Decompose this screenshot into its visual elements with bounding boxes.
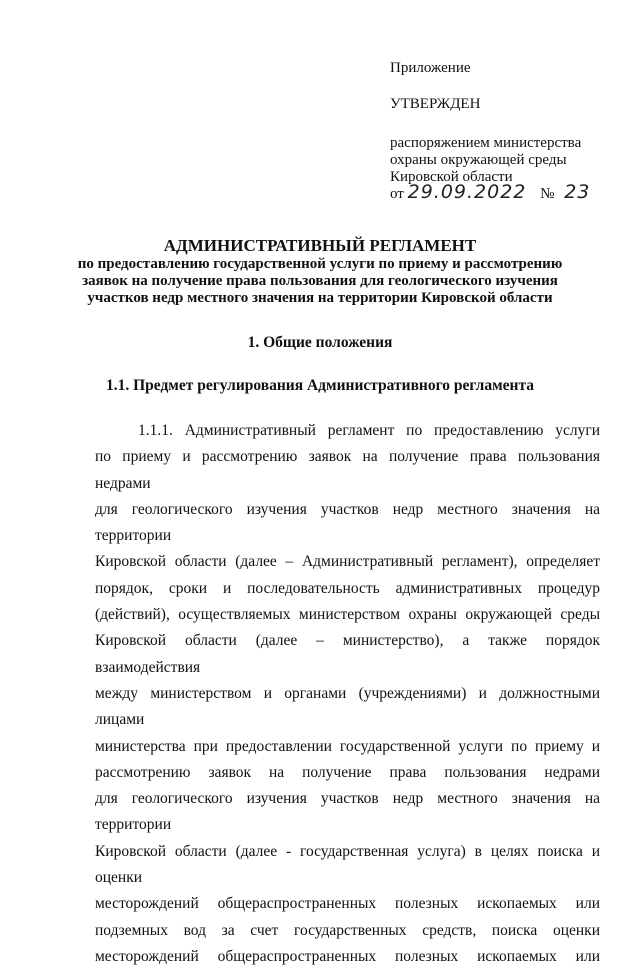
org-line-1: охраны окружающей среды: [390, 152, 567, 168]
approved-label: УТВЕРЖДЕН: [390, 96, 481, 112]
body-line: Кировской области (далее - государственная услуга) в целях поиска и оценки: [95, 842, 600, 887]
section-heading-1: 1. Общие положения: [247, 334, 393, 351]
body-line: министерства при предоставлении государственной услуги по приему и: [95, 737, 601, 755]
body-line: для геологического изучения участков недр местного значения на территории: [95, 790, 601, 834]
body-line: порядок, сроки и последовательность административных процедур: [95, 579, 601, 597]
title-main: АДМИНИСТРАТИВНЫЙ РЕГЛАМЕНТ: [163, 236, 477, 255]
handwritten-number: 23: [564, 181, 591, 203]
body-line: между министерством и органами (учреждениями) и должностными лицами: [95, 684, 601, 729]
handwritten-date: 29.09.2022: [407, 181, 527, 203]
body-line: для геологического изучения участков недр местного значения на территории: [95, 500, 601, 545]
number-sign: №: [540, 186, 555, 202]
body-line: месторождений общераспространенных полезных ископаемых или: [95, 947, 600, 965]
body-line: месторождений общераспространенных полезных ископаемых или: [95, 895, 600, 913]
title-sub-line: участков недр местного значения на территории Кировской области: [87, 290, 553, 306]
order-line: распоряжением министерства: [390, 135, 582, 151]
section-heading-1-1: 1.1. Предмет регулирования Административного регламента: [105, 377, 535, 394]
document-title: [0, 236, 640, 307]
from-label: от: [390, 186, 404, 202]
appendix-label: Приложение: [390, 60, 471, 76]
body-line: 1.1.1. Административный регламент по предоставлению услуги: [138, 422, 600, 439]
date-number-line: [390, 181, 591, 203]
body-line: подземных вод за счет государственных средств, поиска оценки: [95, 921, 600, 939]
org-line-2: Кировской области: [390, 169, 513, 185]
body-line: рассмотрению заявок на получение права пользования недрами: [95, 763, 600, 781]
body-line: (действий), осуществляемых министерством охраны окружающей среды: [95, 606, 601, 624]
title-sub-line: по предоставлению государственной услуги по приему и рассмотрению: [77, 256, 563, 272]
body-line: Кировской области (далее – Административный регламент), определяет: [95, 553, 600, 571]
body-text: [95, 418, 600, 970]
body-line: по приему и рассмотрению заявок на получение права пользования недрами: [95, 448, 600, 492]
body-line: Кировской области (далее – министерство), а также порядок взаимодействия: [95, 632, 600, 676]
title-sub-line: заявок на получение права пользования для геологического изучения: [82, 273, 558, 289]
